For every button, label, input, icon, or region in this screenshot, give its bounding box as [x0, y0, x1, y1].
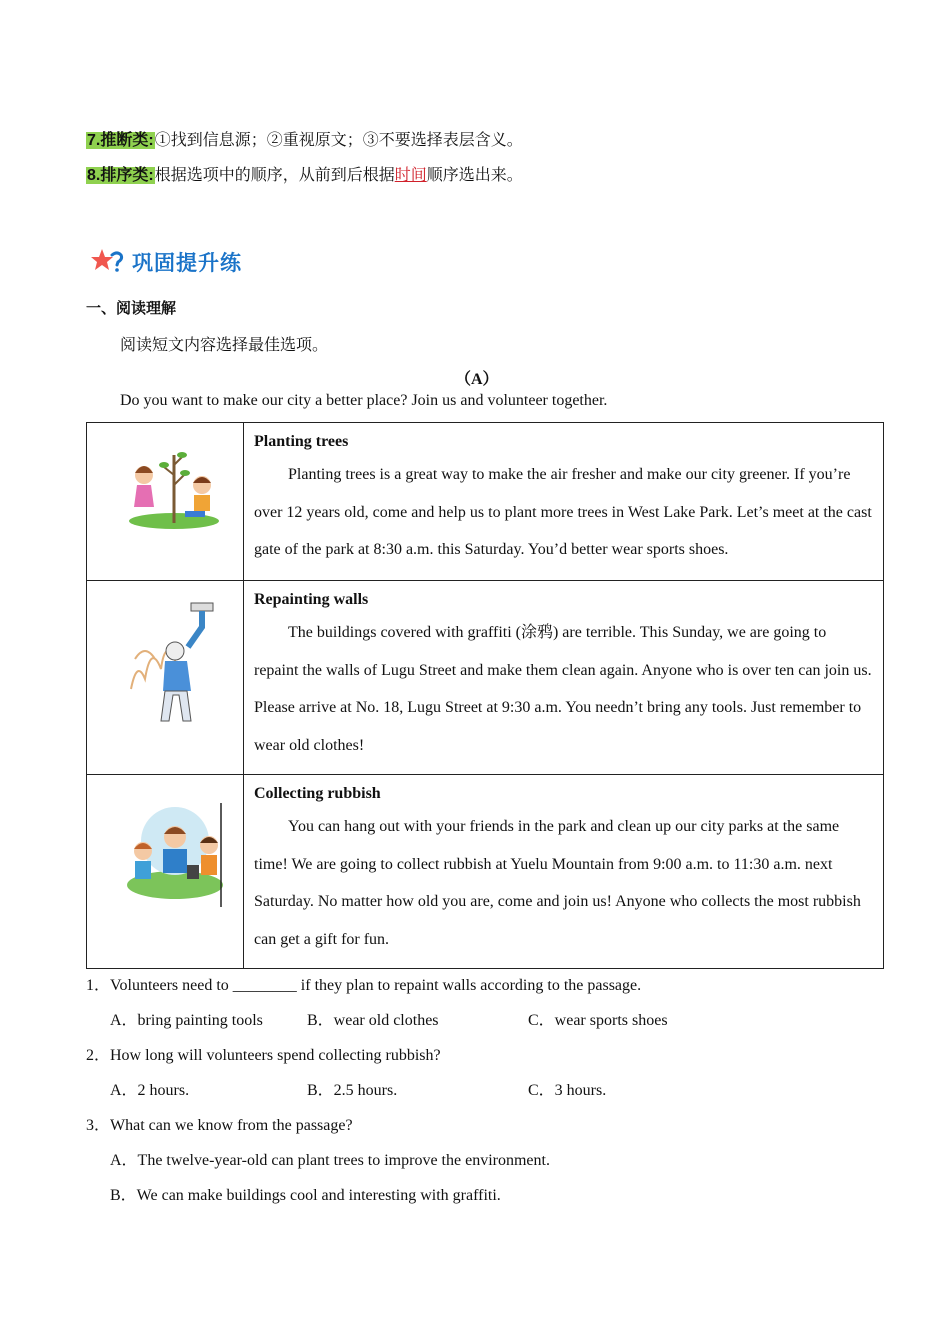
activity-row — [87, 581, 884, 775]
option: A．bring painting tools — [110, 1012, 263, 1029]
planting-tree-image — [127, 445, 221, 529]
activity-image-cell — [87, 423, 244, 581]
option: A．2 hours. — [110, 1082, 190, 1099]
tip-highlight: 时间 — [394, 167, 427, 184]
question-stem: 3．What can we know from the passage? — [86, 1117, 353, 1134]
star-icon — [90, 247, 126, 277]
option: A．The twelve-year-old can plant trees to improve the environment. — [110, 1152, 550, 1169]
collecting-rubbish-image — [127, 801, 225, 911]
tip-label: 7.推断类: — [87, 132, 154, 149]
activity-body: You can hang out with your friends in the park and clean up our city parks at the same time! We are going to collect rubbish at Yuelu Mountain from 9:00 a.m. to 11:30 a.m. next Saturday. No matter how old you are, come and join us! Anyone who collects the most rubbish can get a gift for fun. — [254, 818, 861, 948]
passage-label: （A） — [455, 371, 499, 388]
activity-title: Repainting walls — [254, 591, 369, 608]
activity-body: The buildings covered with graffiti (涂鸦) are terrible. This Sunday, we are going to repaint the walls of Lugu Street and make them clean again. Anyone who is over ten can join us. Please arrive at No. 18, Lugu Street at 9:30 a.m. You needn’t bring any tools. Just remember to wear old clothes! — [254, 624, 872, 754]
activity-row — [87, 423, 884, 581]
intro-text: Do you want to make our city a better place? Join us and volunteer together. — [120, 392, 608, 409]
tip-7 — [86, 127, 523, 150]
activity-image-cell — [87, 581, 244, 775]
tip-text: ①找到信息源；②重视原文；③不要选择表层含义。 — [154, 132, 523, 149]
activity-text-cell — [244, 775, 884, 969]
activity-row — [87, 775, 884, 969]
part-heading: 一、阅读理解 — [86, 299, 177, 317]
tip-8 — [86, 162, 523, 185]
activity-title: Collecting rubbish — [254, 785, 381, 802]
tip-label: 8.排序类: — [87, 167, 154, 184]
option: C．wear sports shoes — [528, 1012, 668, 1029]
option: B．wear old clothes — [307, 1012, 439, 1029]
tip-text: 根据选项中的顺序，从前到后根据 — [154, 167, 395, 184]
activity-title: Planting trees — [254, 433, 349, 450]
tip-text-after: 顺序选出来。 — [426, 167, 523, 184]
option: C．3 hours. — [528, 1082, 607, 1099]
section-header — [90, 246, 242, 278]
activity-text-cell — [244, 423, 884, 581]
activity-text-cell — [244, 581, 884, 775]
activities-table — [86, 422, 884, 969]
question-stem: 2．How long will volunteers spend collecting rubbish? — [86, 1047, 441, 1064]
activity-image-cell — [87, 775, 244, 969]
option: B．We can make buildings cool and interesting with graffiti. — [110, 1187, 501, 1204]
option: B．2.5 hours. — [307, 1082, 398, 1099]
instruction: 阅读短文内容选择最佳选项。 — [120, 337, 329, 354]
question-stem: 1．Volunteers need to ________ if they plan to repaint walls according to the passage. — [86, 977, 642, 994]
section-title: 巩固提升练 — [132, 251, 242, 275]
activity-body: Planting trees is a great way to make the air fresher and make our city greener. If you’re over 12 years old, come and help us to plant more trees in West Lake Park. Let’s meet at the cast gate of the park at 8:30 a.m. this Saturday. You’d better wear sports shoes. — [254, 466, 872, 558]
painting-wall-image — [127, 599, 221, 727]
